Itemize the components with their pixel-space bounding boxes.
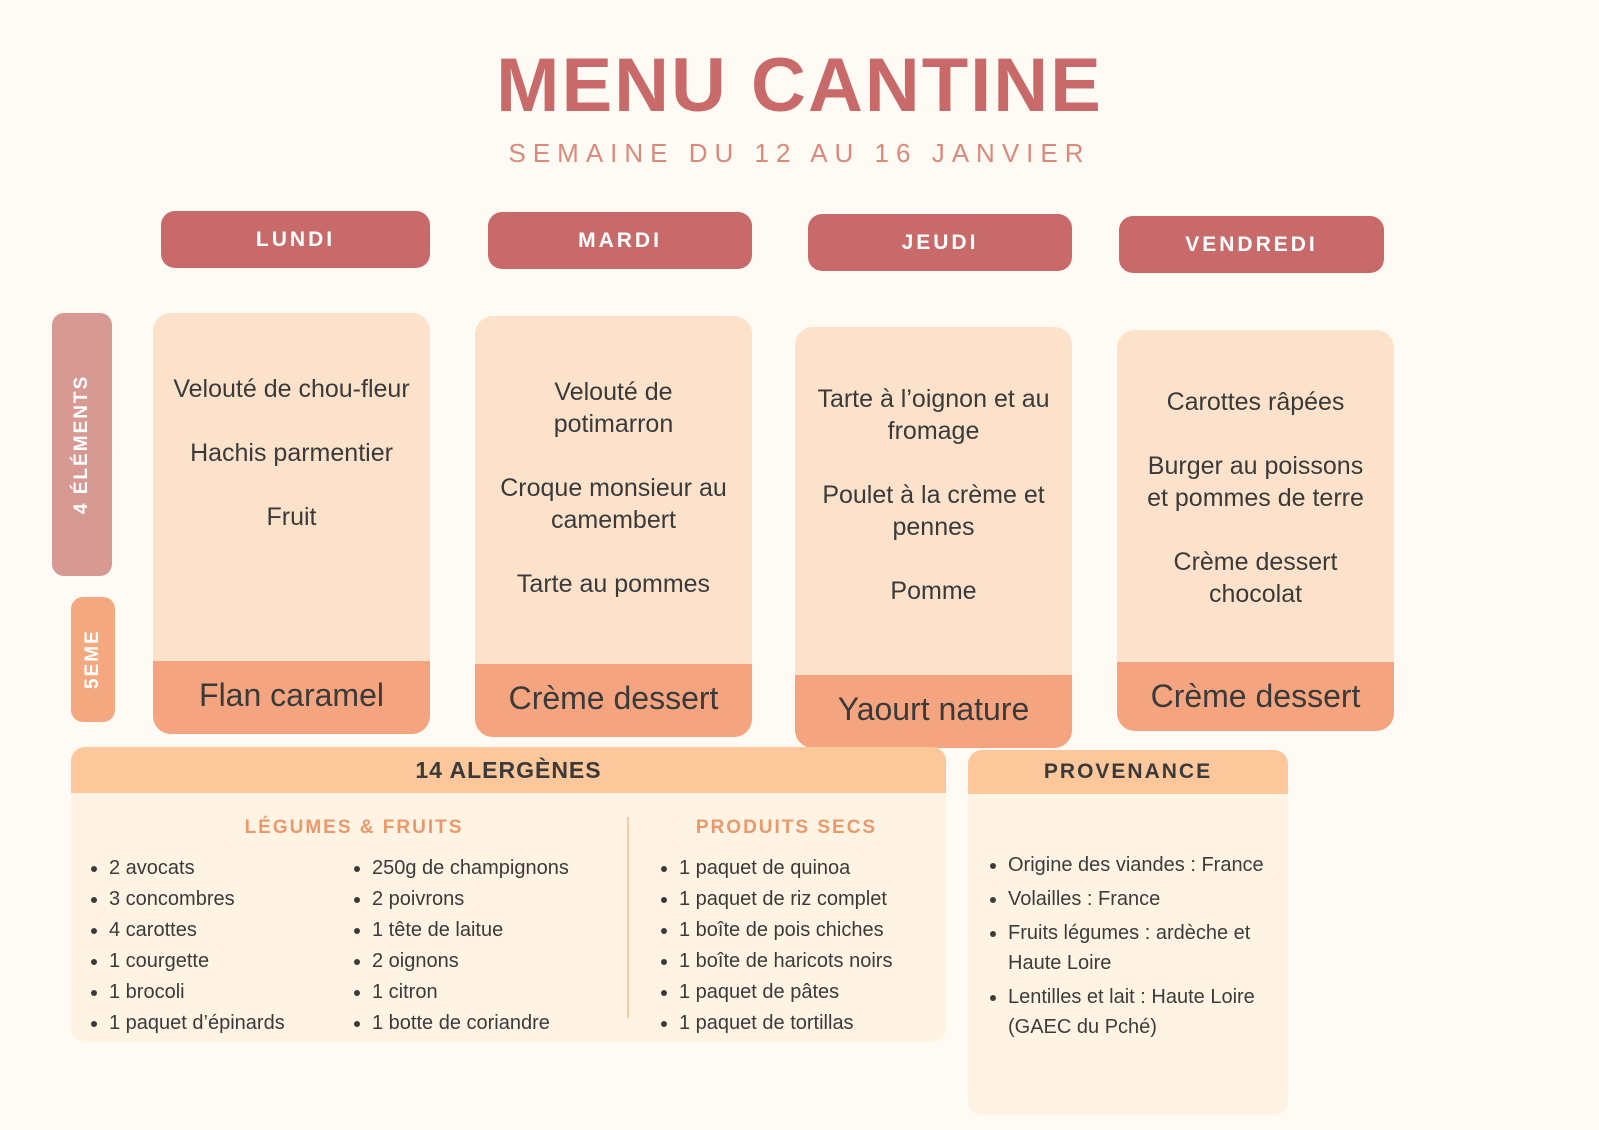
list-item: • Lentilles et lait : Haute Loire (GAEC du Pché) [1008, 982, 1272, 1042]
allergens-section-title: LÉGUMES & FRUITS [244, 817, 464, 838]
dish: Velouté de potimarron [553, 378, 674, 438]
dish: Poulet à la crème et pennes [822, 481, 1045, 541]
side-label-fifth: 5EME [71, 597, 115, 722]
dish: Pomme [890, 577, 977, 605]
list-item: • 4 carottes [109, 915, 344, 946]
menu-dishes [153, 313, 430, 661]
dish: Burger au poissons et pommes de terre [1147, 452, 1364, 512]
list-item: • 1 botte de coriandre [372, 1008, 627, 1039]
list-item: • 1 citron [372, 977, 627, 1008]
day-header-lundi: LUNDI [161, 211, 430, 268]
dish: Hachis parmentier [190, 439, 393, 467]
day-header-jeudi: JEUDI [808, 214, 1072, 271]
list-item: • 1 boîte de pois chiches [679, 915, 936, 946]
allergens-list-dry-goods [651, 853, 936, 1039]
list-item: • 1 boîte de haricots noirs [679, 946, 936, 977]
list-item: • 2 avocats [109, 853, 344, 884]
list-item: • 2 oignons [372, 946, 627, 977]
menu-card-lundi [153, 313, 430, 734]
list-item: • 1 paquet de quinoa [679, 853, 936, 884]
dish: Velouté de chou-fleur [173, 375, 410, 403]
list-item: • Origine des viandes : France [1008, 850, 1272, 880]
day-headers-row [0, 208, 1599, 274]
menu-card-vendredi [1117, 330, 1394, 731]
allergens-columns [71, 793, 946, 1034]
dish: Croque monsieur au camembert [500, 474, 727, 534]
menu-card-mardi [475, 316, 752, 737]
provenance-title: PROVENANCE [968, 750, 1288, 794]
menu-dessert: Yaourt nature [795, 675, 1072, 748]
menu-dishes [1117, 330, 1394, 662]
menu-card-jeudi [795, 327, 1072, 748]
list-item: • 1 paquet de riz complet [679, 884, 936, 915]
list-item: • 2 poivrons [372, 884, 627, 915]
allergens-panel [71, 747, 946, 1042]
list-item: • Fruits légumes : ardèche et Haute Loire [1008, 918, 1272, 978]
list-item: • 1 courgette [109, 946, 344, 977]
menu-dessert: Flan caramel [153, 661, 430, 734]
dish: Tarte au pommes [516, 570, 711, 598]
day-header-vendredi: VENDREDI [1119, 216, 1384, 273]
page-title: MENU CANTINE [496, 43, 1103, 128]
dish: Fruit [266, 503, 317, 531]
allergens-section-dry-goods [627, 817, 936, 1034]
list-item: • 1 tête de laitue [372, 915, 627, 946]
allergens-section-vegetables [81, 817, 627, 1034]
dish: Tarte à l’oignon et au fromage [817, 385, 1050, 445]
provenance-list [968, 794, 1288, 1042]
list-item: • 1 brocoli [109, 977, 344, 1008]
dish: Carottes râpées [1166, 388, 1345, 416]
list-item: • 1 paquet de pâtes [679, 977, 936, 1008]
menu-dishes [795, 327, 1072, 675]
list-item: • Volailles : France [1008, 884, 1272, 914]
menu-dessert: Crème dessert [1117, 662, 1394, 731]
page-subtitle: SEMAINE DU 12 AU 16 JANVIER [508, 138, 1091, 168]
provenance-panel [968, 750, 1288, 1115]
menu-dessert: Crème dessert [475, 664, 752, 737]
day-header-mardi: MARDI [488, 212, 752, 269]
list-item: • 1 paquet de tortillas [679, 1008, 936, 1039]
page-header [0, 0, 1599, 169]
allergens-section-title: PRODUITS SECS [695, 817, 878, 838]
allergens-list-vegetables-a [81, 853, 344, 1039]
list-item: • 3 concombres [109, 884, 344, 915]
side-label-elements: 4 ÉLÉMENTS [52, 313, 112, 576]
menu-dishes [475, 316, 752, 664]
allergens-list-vegetables-b [344, 853, 627, 1039]
list-item: • 1 paquet d’épinards [109, 1008, 344, 1039]
allergens-title: 14 ALERGÈNES [71, 747, 946, 793]
dish: Crème dessert chocolat [1173, 548, 1338, 608]
list-item: • 250g de champignons [372, 853, 627, 884]
